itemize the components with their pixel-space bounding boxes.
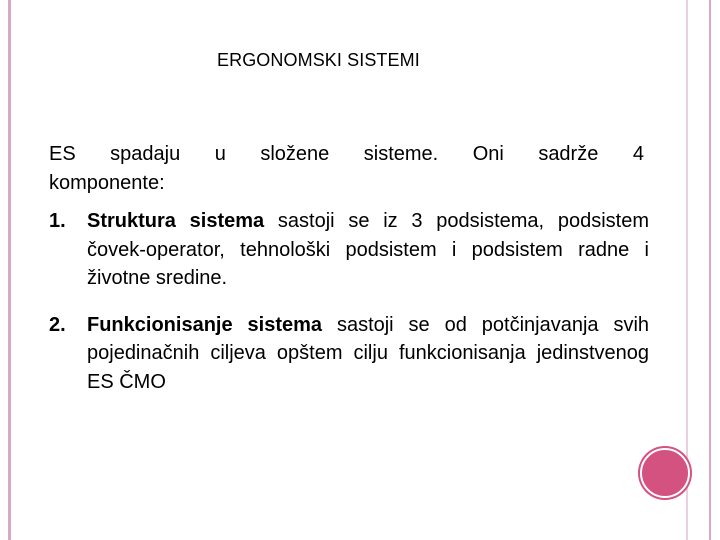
intro-line-1	[49, 140, 644, 169]
components-list	[49, 207, 649, 396]
intro-paragraph	[49, 140, 644, 198]
intro-word: sisteme.	[363, 143, 439, 165]
intro-word: složene	[260, 143, 330, 165]
item-number: 2.	[49, 313, 66, 336]
intro-word: 4	[632, 143, 644, 165]
intro-word: Oni	[472, 143, 504, 165]
list-item	[49, 311, 649, 397]
list-item	[49, 207, 649, 293]
intro-word: sadrže	[538, 143, 599, 165]
intro-line-2: komponente:	[49, 172, 165, 194]
item-term: Funkcionisanje sistema	[87, 313, 323, 336]
item-number: 1.	[49, 210, 66, 232]
left-border-line	[8, 0, 11, 540]
intro-word: ES	[49, 143, 76, 165]
intro-word: u	[214, 143, 226, 165]
item-text: sastoji se od potčinjavanja svih pojedinačnih ciljeva opštem cilju funkcionisanja jedinstvenog ES ČMO	[87, 313, 650, 393]
item-text: sastoji se iz 3 podsistema, podsistem čovek-operator, tehnološki podsistem i podsistem radne i životne sredine.	[87, 210, 649, 289]
slide-title: ERGONOMSKI SISTEMI	[217, 50, 420, 70]
item-term: Struktura sistema	[87, 210, 265, 232]
right-border-outer-line	[709, 0, 711, 540]
intro-word: spadaju	[110, 143, 181, 165]
decorative-circle	[640, 448, 690, 498]
